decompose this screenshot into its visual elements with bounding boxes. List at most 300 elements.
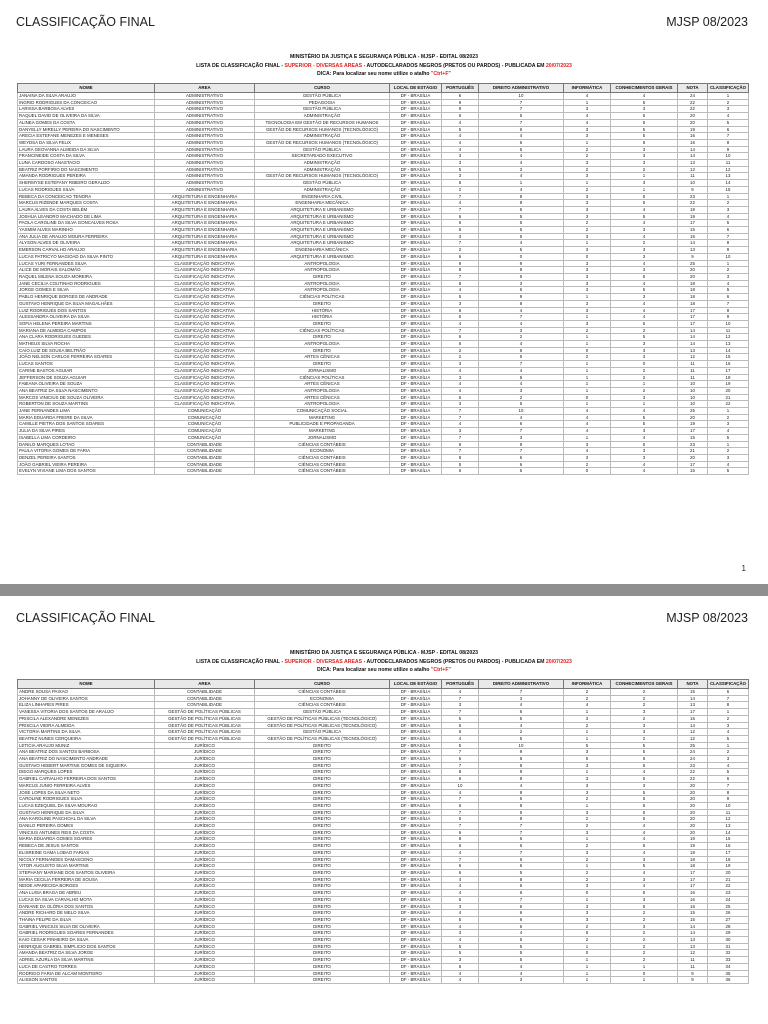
table-cell: 15	[678, 910, 708, 917]
table-cell: 1	[611, 963, 678, 970]
table-cell: 5	[442, 461, 479, 468]
table-cell: 19	[678, 213, 708, 220]
table-cell: DF - BRASÍLIA	[390, 401, 442, 408]
table-cell: 3	[564, 133, 611, 140]
table-row	[18, 977, 749, 984]
table-cell: 2	[611, 367, 678, 374]
table-row	[18, 200, 749, 207]
table-cell: 3	[611, 722, 678, 729]
table-cell: ARQUITETURA E ENGENHARIA	[155, 247, 255, 254]
table-cell: 7	[479, 689, 564, 696]
table-cell: 18	[678, 849, 708, 856]
table-cell: 14	[678, 146, 708, 153]
table-cell: GESTÃO DE POLÍTICAS PÚBLICAS	[155, 735, 255, 742]
table-cell: 3	[564, 273, 611, 280]
table-cell: ADMINISTRAÇÃO	[255, 166, 390, 173]
table-cell: 4	[479, 930, 564, 937]
table-cell: JURÍDICO	[155, 776, 255, 783]
table-cell: DF - BRASÍLIA	[390, 126, 442, 133]
table-cell: 5	[479, 937, 564, 944]
table-cell: DF - BRASÍLIA	[390, 896, 442, 903]
table-cell: 20	[678, 816, 708, 823]
table-cell: 3	[564, 776, 611, 783]
table-row	[18, 354, 749, 361]
table-cell: 3	[611, 160, 678, 167]
table-cell: CIÊNCIAS POLÍTICAS	[255, 294, 390, 301]
table-cell: CLASSIFICAÇÃO INDICATIVA	[155, 374, 255, 381]
table-cell: DF - BRASÍLIA	[390, 856, 442, 863]
table-cell: 2	[611, 916, 678, 923]
table-cell: 12	[678, 735, 708, 742]
table-cell: DF - BRASÍLIA	[390, 200, 442, 207]
table-row	[18, 762, 749, 769]
table-cell: 3	[611, 782, 678, 789]
table-cell: DANIANE DA GLÓRIA DOS SANTOS	[18, 903, 155, 910]
list-title-highlight: SUPERIOR - DIVERSAS AREAS	[284, 658, 363, 665]
table-cell: 5	[479, 401, 564, 408]
table-cell: ARTES CÊNICAS	[255, 381, 390, 388]
table-cell: 13	[708, 823, 749, 830]
column-header: NOME	[18, 680, 155, 689]
table-cell: 7	[479, 849, 564, 856]
table-cell: 3	[442, 957, 479, 964]
table-cell: 2	[708, 749, 749, 756]
table-cell: DIREITO	[255, 361, 390, 368]
table-cell: 17	[678, 869, 708, 876]
table-cell: 4	[564, 93, 611, 100]
table-cell: GUSTAVO HENRIQUE DA SILVA	[18, 809, 155, 816]
table-cell: LUCAS PATRICYO MAGIOAD DA SILVA PINTO	[18, 253, 155, 260]
table-cell: 0	[564, 890, 611, 897]
table-row	[18, 695, 749, 702]
table-cell: 10	[479, 742, 564, 749]
table-cell: 5	[442, 166, 479, 173]
table-cell: 3	[564, 193, 611, 200]
table-cell: 9	[708, 247, 749, 254]
table-cell: 3	[442, 428, 479, 435]
table-cell: 14	[678, 923, 708, 930]
table-cell: 6	[442, 863, 479, 870]
table-cell: 4	[442, 883, 479, 890]
table-cell: 21	[708, 876, 749, 883]
table-cell: CARINE BASTOS AGUIAR	[18, 367, 155, 374]
table-cell: EMERSON CARVALHO ARAUJO	[18, 247, 155, 254]
table-cell: GABRIEL RODRIGUES SOARES FERNANDES	[18, 930, 155, 937]
table-cell: 5	[479, 869, 564, 876]
column-header: INFORMÁTICA	[564, 680, 611, 689]
table-cell: JURÍDICO	[155, 762, 255, 769]
table-cell: 0	[479, 253, 564, 260]
table-cell: 1	[564, 957, 611, 964]
table-cell: JURÍDICO	[155, 836, 255, 843]
table-cell: DIREITO	[255, 749, 390, 756]
table-cell: ARQUITETURA E ENGENHARIA	[155, 193, 255, 200]
table-cell: JANAINA DA SILVA ARAUJO	[18, 93, 155, 100]
table-cell: 0	[564, 347, 611, 354]
table-cell: 4	[564, 428, 611, 435]
table-cell: RAQUEL MILENA SOUZA MOREIRA	[18, 273, 155, 280]
table-row	[18, 876, 749, 883]
table-cell: VITOR AUGUSTO SILVA MARTINS	[18, 863, 155, 870]
table-cell: 4	[442, 970, 479, 977]
table-cell: DIREITO	[255, 829, 390, 836]
table-cell: 11	[678, 361, 708, 368]
table-cell: 7	[479, 829, 564, 836]
table-cell: 3	[708, 273, 749, 280]
table-cell: 28	[708, 923, 749, 930]
table-cell: 5	[479, 943, 564, 950]
table-cell: 6	[708, 126, 749, 133]
table-cell: ADMINISTRATIVO	[155, 133, 255, 140]
table-cell: 8	[479, 200, 564, 207]
table-cell: 4	[611, 300, 678, 307]
table-cell: DF - BRASÍLIA	[390, 408, 442, 415]
table-cell: 20	[678, 796, 708, 803]
table-row	[18, 307, 749, 314]
table-cell: 5	[479, 213, 564, 220]
table-cell: 5	[442, 816, 479, 823]
table-cell: 6	[479, 836, 564, 843]
table-cell: 8	[479, 789, 564, 796]
table-cell: 11	[708, 809, 749, 816]
table-cell: 3	[442, 702, 479, 709]
table-cell: 4	[442, 133, 479, 140]
table-cell: JURÍDICO	[155, 829, 255, 836]
table-cell: 8	[708, 307, 749, 314]
table-cell: 5	[564, 742, 611, 749]
table-cell: 7	[708, 300, 749, 307]
table-cell: LUCAS SANTOS	[18, 361, 155, 368]
table-cell: MARIA EDUARDA FREIRE DA SILVA	[18, 414, 155, 421]
table-cell: 6	[442, 843, 479, 850]
table-row	[18, 294, 749, 301]
table-cell: 0	[611, 970, 678, 977]
table-cell: 1	[611, 977, 678, 984]
table-cell: 8	[479, 816, 564, 823]
table-row	[18, 903, 749, 910]
table-row	[18, 421, 749, 428]
table-cell: 3	[611, 227, 678, 234]
table-cell: 4	[479, 133, 564, 140]
table-cell: ARQUITETURA E ENGENHARIA	[155, 220, 255, 227]
table-cell: 1	[611, 173, 678, 180]
table-cell: 8	[479, 802, 564, 809]
table-cell: 3	[708, 106, 749, 113]
table-cell: 5	[611, 903, 678, 910]
table-cell: DIREITO	[255, 320, 390, 327]
table-cell: JULIA DA SILVA PIRES	[18, 428, 155, 435]
table-cell: DF - BRASÍLIA	[390, 93, 442, 100]
table-cell: 7	[442, 240, 479, 247]
table-cell: 20	[678, 782, 708, 789]
table-cell: 21	[678, 448, 708, 455]
table-cell: 3	[564, 160, 611, 167]
table-cell: 3	[479, 695, 564, 702]
table-cell: 6	[442, 220, 479, 227]
table-cell: 6	[442, 869, 479, 876]
table-cell: 7	[708, 233, 749, 240]
table-cell: LUCAS DA SILVA CARVALHO MOTA	[18, 896, 155, 903]
table-cell: 14	[678, 930, 708, 937]
table-cell: 7	[479, 896, 564, 903]
table-cell: 1	[564, 709, 611, 716]
table-cell: JURÍDICO	[155, 809, 255, 816]
table-row	[18, 836, 749, 843]
table-cell: 3	[442, 153, 479, 160]
table-cell: DF - BRASÍLIA	[390, 173, 442, 180]
table-cell: DIREITO	[255, 802, 390, 809]
table-cell: MATHEUS SILVA ROCHA	[18, 341, 155, 348]
table-cell: ENGENHARIA MECÂNICA	[255, 247, 390, 254]
table-cell: 2	[564, 461, 611, 468]
table-row	[18, 106, 749, 113]
table-row	[18, 769, 749, 776]
search-tip-text: DICA: Para localizar seu nome utilize o atalho	[317, 667, 431, 673]
table-cell: 4	[611, 829, 678, 836]
table-cell: DIREITO	[255, 816, 390, 823]
table-cell: DF - BRASÍLIA	[390, 160, 442, 167]
table-cell: HISTÓRIA	[255, 307, 390, 314]
table-cell: 2	[479, 394, 564, 401]
table-cell: 3	[479, 166, 564, 173]
table-cell: 4	[479, 782, 564, 789]
table-cell: CLASSIFICAÇÃO INDICATIVA	[155, 327, 255, 334]
table-cell: ARQUITETURA E ENGENHARIA	[155, 206, 255, 213]
table-cell: 9	[479, 749, 564, 756]
table-cell: ADMINISTRATIVO	[155, 180, 255, 187]
table-cell: DF - BRASÍLIA	[390, 139, 442, 146]
table-cell: DIREITO	[255, 843, 390, 850]
table-cell: 3	[564, 126, 611, 133]
table-cell: ANA LUISA BRAGA DE ABREU	[18, 890, 155, 897]
table-cell: 13	[708, 173, 749, 180]
table-cell: JURÍDICO	[155, 916, 255, 923]
table-cell: 7	[479, 448, 564, 455]
table-cell: 3	[564, 106, 611, 113]
table-cell: 5	[611, 776, 678, 783]
table-cell: 0	[564, 394, 611, 401]
table-cell: 18	[678, 280, 708, 287]
table-cell: 18	[678, 300, 708, 307]
table-cell: JORNALISMO	[255, 367, 390, 374]
table-cell: 5	[708, 434, 749, 441]
table-cell: 5	[611, 273, 678, 280]
table-cell: DF - BRASÍLIA	[390, 233, 442, 240]
table-cell: ALISSON SANTOS	[18, 977, 155, 984]
table-row	[18, 173, 749, 180]
table-cell: 6	[708, 689, 749, 696]
table-cell: REBECA DA CONCEICAO TENORA	[18, 193, 155, 200]
table-cell: 7	[442, 414, 479, 421]
table-cell: 3	[479, 280, 564, 287]
table-cell: DIREITO	[255, 849, 390, 856]
table-cell: 1	[564, 970, 611, 977]
table-cell: ADMINISTRATIVO	[155, 146, 255, 153]
table-cell: DF - BRASÍLIA	[390, 314, 442, 321]
table-cell: 17	[678, 307, 708, 314]
table-cell: MARKETING	[255, 428, 390, 435]
table-cell: COMUNICAÇÃO	[155, 434, 255, 441]
table-cell: DF - BRASÍLIA	[390, 963, 442, 970]
search-tip	[0, 70, 768, 79]
table-cell: 12	[708, 166, 749, 173]
table-cell: 14	[678, 334, 708, 341]
table-cell: 1	[564, 977, 611, 984]
table-cell: ADMINISTRATIVO	[155, 93, 255, 100]
table-row	[18, 93, 749, 100]
table-cell: 3	[564, 300, 611, 307]
table-cell: DF - BRASÍLIA	[390, 428, 442, 435]
table-cell: 5	[442, 180, 479, 187]
table-cell: 2	[564, 689, 611, 696]
table-cell: 11	[678, 367, 708, 374]
table-cell: 6	[442, 729, 479, 736]
table-cell: 9	[442, 106, 479, 113]
table-cell: 5	[479, 957, 564, 964]
table-cell: 5	[611, 193, 678, 200]
table-cell: DF - BRASÍLIA	[390, 695, 442, 702]
table-cell: 20	[678, 113, 708, 120]
table-cell: JURÍDICO	[155, 843, 255, 850]
table-cell: 7	[479, 361, 564, 368]
table-cell: 5	[442, 742, 479, 749]
table-cell: 4	[708, 280, 749, 287]
table-cell: DIREITO	[255, 950, 390, 957]
table-cell: 9	[678, 977, 708, 984]
table-cell: DF - BRASÍLIA	[390, 320, 442, 327]
table-cell: 5	[442, 227, 479, 234]
table-cell: 17	[678, 876, 708, 883]
table-cell: JURÍDICO	[155, 943, 255, 950]
table-cell: ADRIEL AZURLA DA SILVA MARTINS	[18, 957, 155, 964]
table-cell: 3	[442, 903, 479, 910]
table-cell: DIREITO	[255, 883, 390, 890]
table-cell: 5	[611, 843, 678, 850]
table-row	[18, 715, 749, 722]
table-cell: 3	[564, 260, 611, 267]
table-cell: 7	[442, 709, 479, 716]
table-cell: CONTABILIDADE	[155, 468, 255, 475]
table-cell: 5	[479, 354, 564, 361]
table-cell: ARQUITETURA E ENGENHARIA	[155, 240, 255, 247]
table-cell: PRISCILA VIEIRA ALMEIDA	[18, 722, 155, 729]
table-cell: 3	[564, 910, 611, 917]
table-row	[18, 709, 749, 716]
table-cell: CONTABILIDADE	[155, 461, 255, 468]
table-cell: ANA KAROLINE PASCHOAL DA SILVA	[18, 816, 155, 823]
table-cell: DF - BRASÍLIA	[390, 133, 442, 140]
table-cell: MARKETING	[255, 414, 390, 421]
table-cell: DIREITO	[255, 782, 390, 789]
table-cell: DF - BRASÍLIA	[390, 836, 442, 843]
table-cell: 17	[678, 220, 708, 227]
table-cell: DF - BRASÍLIA	[390, 937, 442, 944]
table-cell: REBECA DE JESUS SANTOS	[18, 843, 155, 850]
table-cell: 5	[479, 273, 564, 280]
table-cell: DF - BRASÍLIA	[390, 769, 442, 776]
table-cell: 8	[479, 267, 564, 274]
table-cell: 20	[678, 454, 708, 461]
table-cell: DF - BRASÍLIA	[390, 347, 442, 354]
table-cell: 7	[442, 408, 479, 415]
table-cell: DIREITO	[255, 943, 390, 950]
table-cell: ARQUITETURA E ENGENHARIA	[155, 253, 255, 260]
table-cell: 5	[611, 334, 678, 341]
table-cell: 5	[442, 896, 479, 903]
column-header: CURSO	[255, 680, 390, 689]
page-number: 1	[741, 564, 746, 573]
table-row	[18, 227, 749, 234]
table-cell: DF - BRASÍLIA	[390, 153, 442, 160]
table-cell: 3	[564, 454, 611, 461]
table-row	[18, 314, 749, 321]
table-cell: 4	[442, 381, 479, 388]
table-cell: 24	[708, 896, 749, 903]
table-cell: 20	[678, 414, 708, 421]
table-cell: DF - BRASÍLIA	[390, 367, 442, 374]
list-title-part: LISTA DE CLASSIFICAÇÃO FINAL -	[196, 658, 285, 665]
table-cell: DIREITO	[255, 334, 390, 341]
table-row	[18, 139, 749, 146]
table-cell: DF - BRASÍLIA	[390, 910, 442, 917]
table-cell: 17	[678, 428, 708, 435]
table-cell: DIREITO	[255, 823, 390, 830]
table-cell: 1	[564, 361, 611, 368]
table-row	[18, 280, 749, 287]
table-cell: 3	[564, 307, 611, 314]
table-cell: 14	[678, 722, 708, 729]
table-cell: 4	[564, 414, 611, 421]
table-cell: DIREITO	[255, 863, 390, 870]
table-cell: JANE FERNANDES LIMA	[18, 408, 155, 415]
table-cell: JURÍDICO	[155, 749, 255, 756]
table-cell: DF - BRASÍLIA	[390, 307, 442, 314]
table-cell: GESTÃO PÚBLICA	[255, 106, 390, 113]
table-cell: BEATRIZ NUNES CERQUEIRA	[18, 735, 155, 742]
table-cell: CONTABILIDADE	[155, 441, 255, 448]
table-cell: DF - BRASÍLIA	[390, 802, 442, 809]
table-cell: DIEGO MARQUES LOPES	[18, 769, 155, 776]
table-cell: GUSTAVO HEBERT MARTINS GOMES DE SIQUEIRA	[18, 762, 155, 769]
table-cell: 3	[564, 883, 611, 890]
table-row	[18, 890, 749, 897]
table-cell: DIREITO	[255, 762, 390, 769]
table-cell: 19	[678, 206, 708, 213]
table-cell: 9	[678, 253, 708, 260]
header-code: MJSP 08/2023	[666, 15, 748, 29]
table-cell: 3	[564, 213, 611, 220]
table-cell: JURÍDICO	[155, 963, 255, 970]
table-cell: 4	[708, 461, 749, 468]
table-cell: 5	[479, 227, 564, 234]
table-cell: 4	[442, 421, 479, 428]
table-cell: 5	[479, 113, 564, 120]
table-row	[18, 809, 749, 816]
table-cell: 6	[479, 454, 564, 461]
table-cell: 17	[708, 849, 749, 856]
table-row	[18, 166, 749, 173]
table-cell: JURÍDICO	[155, 789, 255, 796]
table-cell: 6	[479, 883, 564, 890]
table-cell: 4	[442, 876, 479, 883]
table-row	[18, 113, 749, 120]
table-cell: 14	[678, 240, 708, 247]
table-cell: VINICIUS ANTUNES REIS DA COSTA	[18, 829, 155, 836]
table-cell: LUNA CARDOSO ANASTACIO	[18, 160, 155, 167]
table-cell: CONTABILIDADE	[155, 702, 255, 709]
table-cell: 2	[564, 354, 611, 361]
table-cell: 2	[564, 153, 611, 160]
